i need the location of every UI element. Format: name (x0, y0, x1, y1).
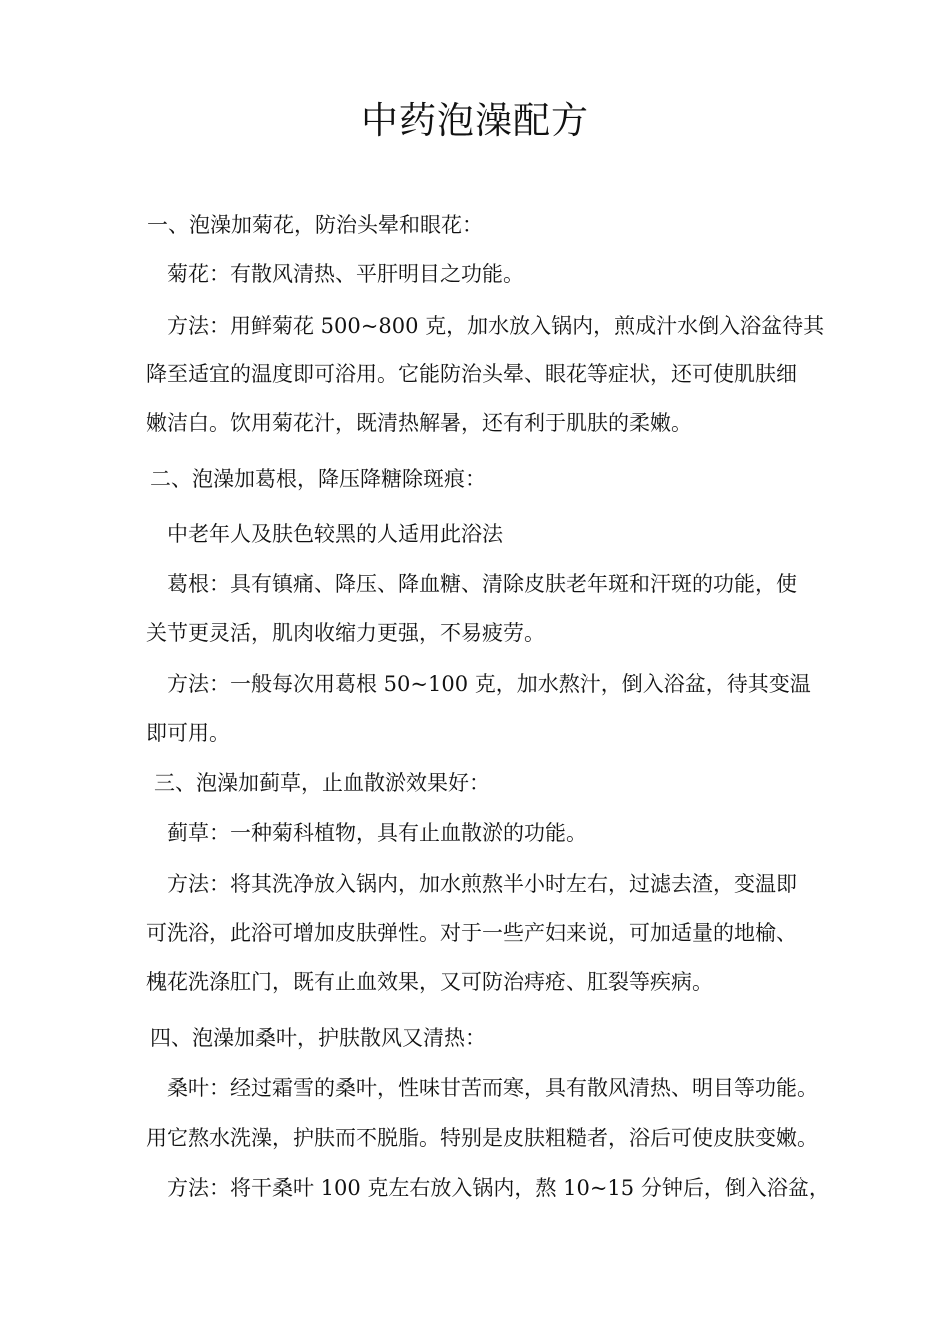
paragraph-line: 降至适宜的温度即可浴用。它能防治头晕、眼花等症状，还可使肌肤细 (146, 362, 797, 386)
section-heading: 一、泡澡加菊花，防治头晕和眼花： (147, 213, 483, 237)
paragraph-line: 蓟草：一种菊科植物，具有止血散淤的功能。 (167, 821, 587, 845)
paragraph-line: 方法：将干桑叶 100 克左右放入锅内，熬 10~15 分钟后，倒入浴盆， (167, 1176, 830, 1200)
paragraph-line: 嫩洁白。饮用菊花汁，既清热解暑，还有利于肌肤的柔嫩。 (146, 411, 692, 435)
paragraph-line: 即可用。 (146, 721, 230, 745)
paragraph-line: 方法：一般每次用葛根 50~100 克，加水熬汁，倒入浴盆，待其变温 (167, 672, 811, 696)
section-heading: 二、泡澡加葛根，降压降糖除斑痕： (150, 467, 486, 491)
paragraph-line: 菊花：有散风清热、平肝明目之功能。 (167, 262, 524, 286)
paragraph-line: 关节更灵活，肌肉收缩力更强，不易疲劳。 (146, 621, 545, 645)
paragraph-line: 槐花洗涤肛门，既有止血效果，又可防治痔疮、肛裂等疾病。 (146, 970, 713, 994)
paragraph-line: 中老年人及肤色较黑的人适用此浴法 (167, 522, 503, 546)
paragraph-line: 方法：用鲜菊花 500~800 克，加水放入锅内，煎成汁水倒入浴盆待其 (167, 314, 825, 338)
paragraph-line: 用它熬水洗澡，护肤而不脱脂。特别是皮肤粗糙者，浴后可使皮肤变嫩。 (146, 1126, 818, 1150)
paragraph-line: 可洗浴，此浴可增加皮肤弹性。对于一些产妇来说，可加适量的地榆、 (146, 921, 797, 945)
paragraph-line: 方法：将其洗净放入锅内，加水煎熬半小时左右，过滤去渣，变温即 (167, 872, 797, 896)
document-title: 中药泡澡配方 (361, 99, 589, 142)
section-heading: 三、泡澡加蓟草，止血散淤效果好： (154, 771, 490, 795)
paragraph-line: 葛根：具有镇痛、降压、降血糖、清除皮肤老年斑和汗斑的功能，使 (167, 572, 797, 596)
section-heading: 四、泡澡加桑叶，护肤散风又清热： (150, 1026, 486, 1050)
paragraph-line: 桑叶：经过霜雪的桑叶，性味甘苦而寒，具有散风清热、明目等功能。 (167, 1076, 818, 1100)
